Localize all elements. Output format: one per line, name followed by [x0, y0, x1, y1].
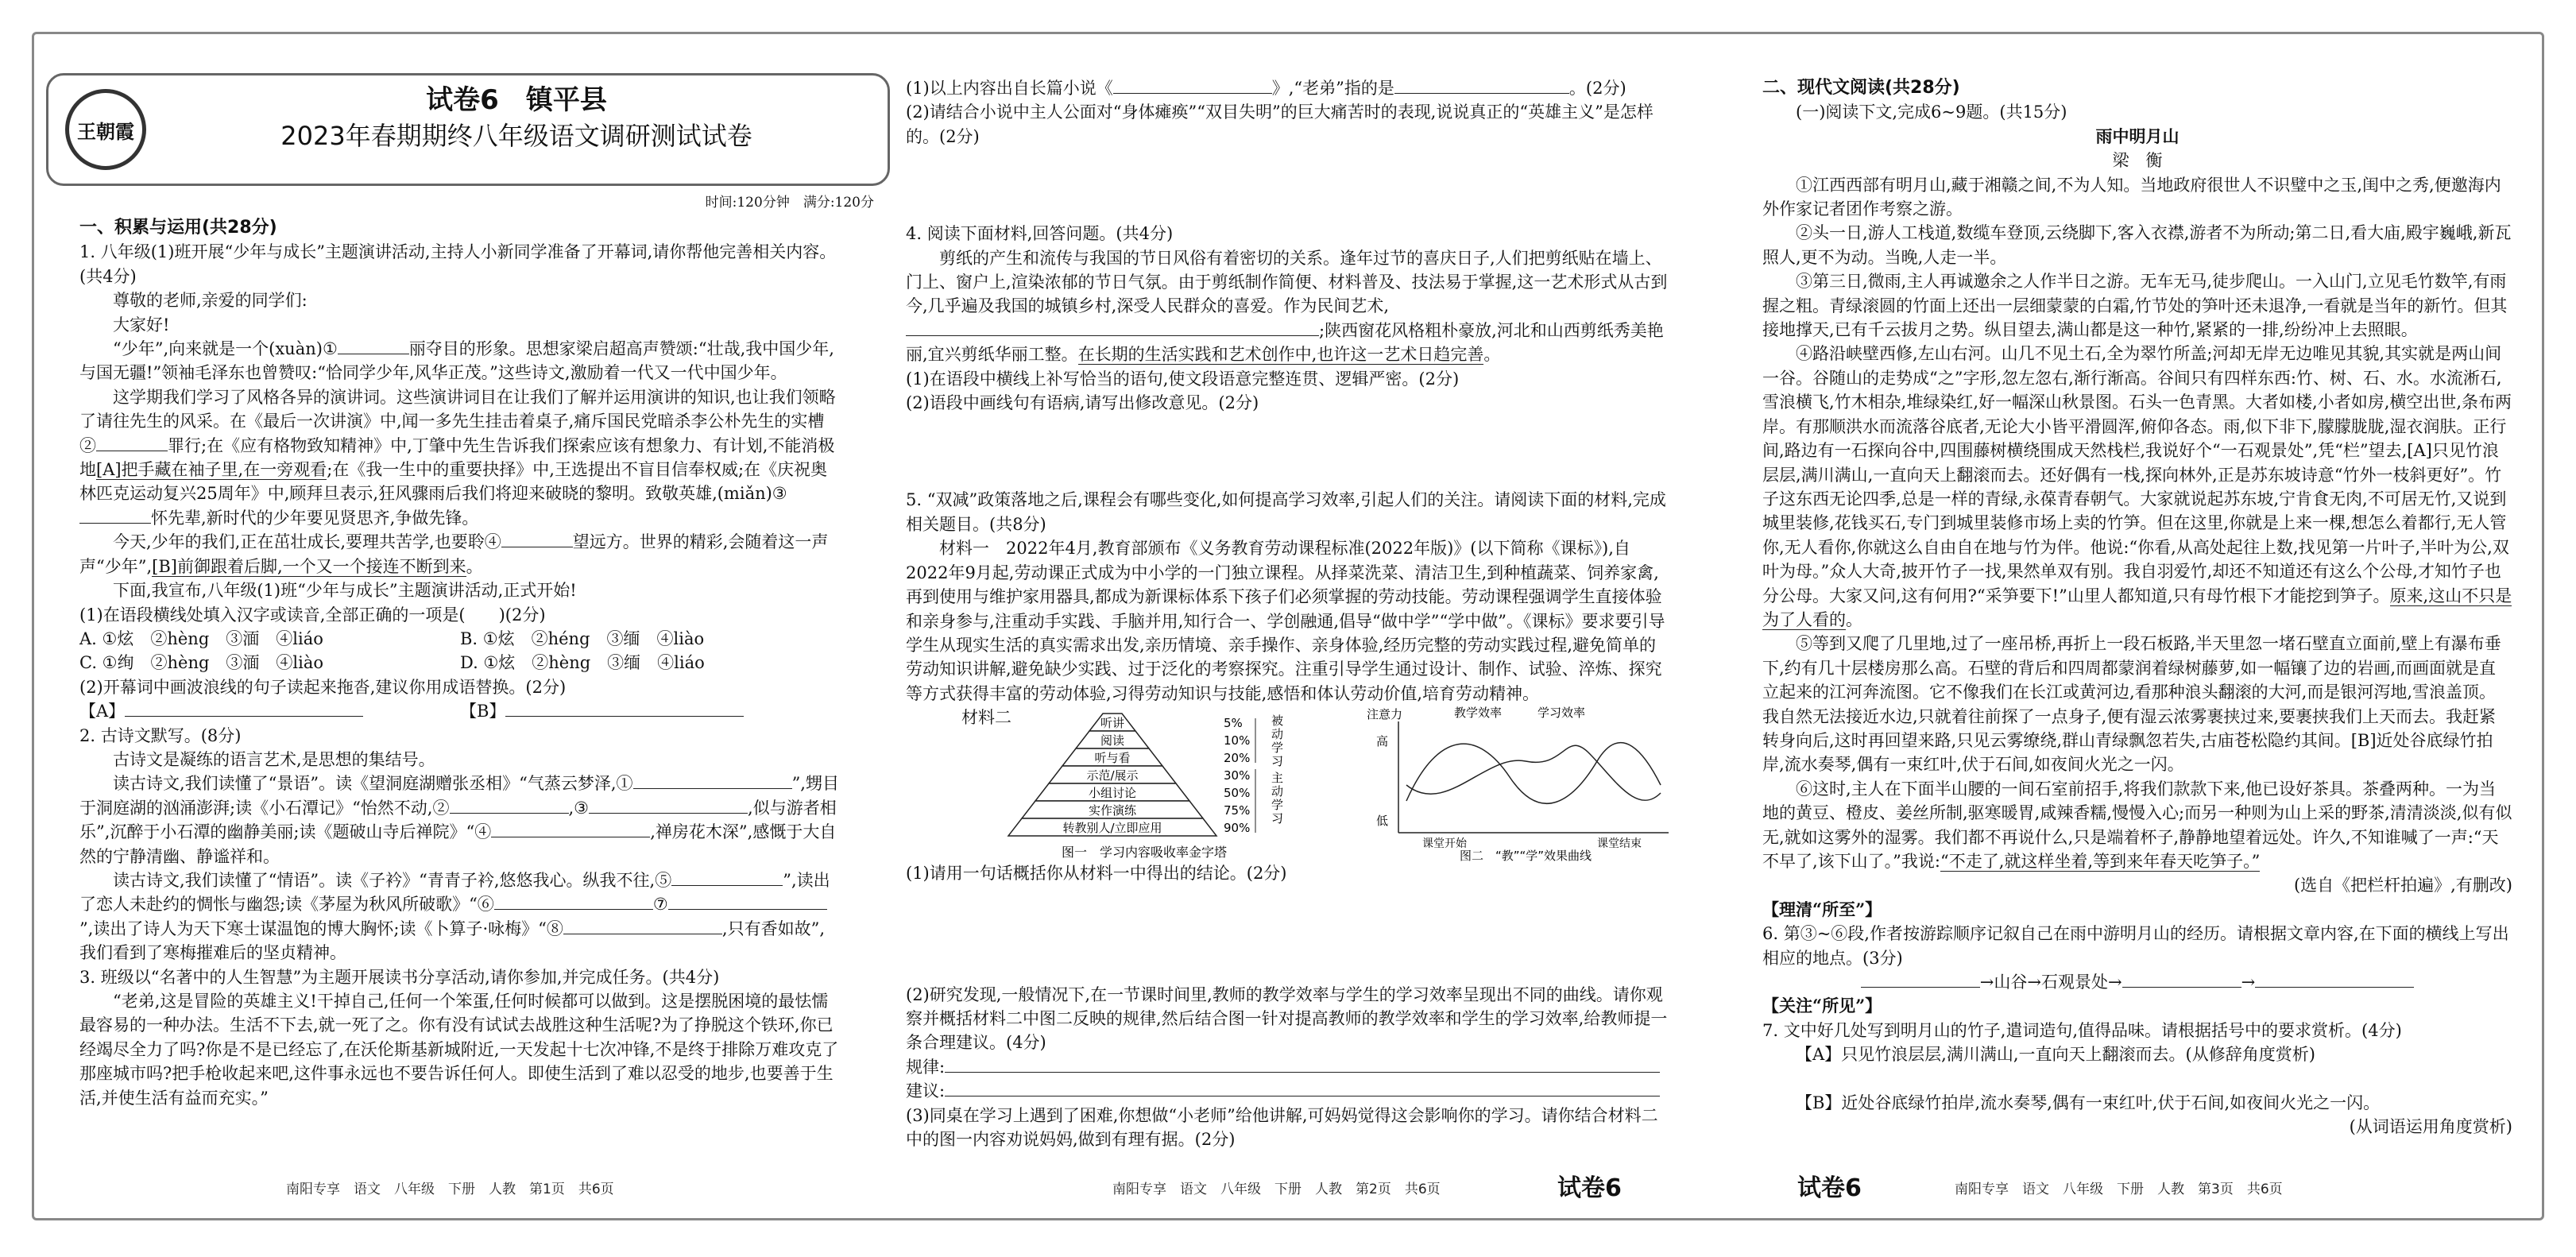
article-para-3: ③第三日,微雨,主人再诚邀余之人作半日之游。无车无马,徒步爬山。一入山门,立见毛竹数竿,有雨握之粗。青绿滚圆的竹面上还出一层细蒙蒙的白霜,竹节处的笋叶还未退净,一看就是当年的新竹。但其接地撑天,已有千云拔月之势。纵目望去,满山都是这一种竹,紧紧的一排,纷纷冲上去照眼。 [1762, 272, 2508, 340]
q4-underlined-sentence: 在长期的生活实践和艺术创作中,也许这一艺术日趋完善 [1077, 345, 1484, 365]
question-2: 2. 古诗文默写。(8分) [79, 725, 242, 745]
pyramid-category-label: 小组讨论 [1088, 786, 1137, 801]
sub-section-1: (一)阅读下文,完成6~9题。(共15分) [1796, 102, 2067, 122]
footer-page-2: 南阳专享 语文 八年级 下册 人教 第2页 共6页 [1112, 1182, 1441, 1197]
y-axis-label: 注意力 [1367, 707, 1403, 722]
tag-suozhi: 【理清“所至”】 [1762, 899, 1882, 919]
q4-passage: 剪纸的产生和流传与我国的节日风俗有着密切的关系。逢年过节的喜庆日子,人们把剪纸贴在墙上、门上、窗户上,渲染浓郁的节日气氛。由于剪纸制作简便、材料普及、技法易于掌握,这一艺术形式从古到今,几乎遍及我国的城镇乡村,深受人民群众的喜爱。作为民间艺术,;陕西窗花风格粗朴豪放,河北和山西剪纸秀美艳丽,宜兴剪纸华丽工整。在长期的生活实践和艺术创作中,也许这一艺术日趋完善。 [906, 248, 1668, 365]
pyramid-category-label: 听讲 [1100, 716, 1125, 731]
option-b[interactable]: B. ①炫 ②héng ③缅 ④liào [460, 628, 705, 648]
answer-space-q4[interactable] [906, 415, 1669, 488]
answer-space-q3[interactable] [906, 149, 1669, 222]
q1-options-row-1 [79, 627, 841, 651]
q1-para-4: 下面,我宣布,八年级(1)班“少年与成长”主题演讲活动,正式开始! [113, 581, 577, 601]
footer-page-1: 南阳专享 语文 八年级 下册 人教 第1页 共6页 [286, 1182, 614, 1197]
series-learning-label: 学习效率 [1537, 706, 1586, 721]
article-source: (选自《把栏杆拍遍》,有删改) [2293, 876, 2512, 895]
column-1 [79, 216, 841, 1110]
active-label: 主动学习 [1271, 771, 1284, 826]
paper-tag-right: 试卷6 [1557, 1174, 1622, 1202]
series-teaching-line [1406, 743, 1661, 804]
series-learning-line [1406, 745, 1661, 800]
article-para-2: ②头一日,游人工栈道,数缆车登顶,云绕脚下,客入衣襟,游者不为所动;第二日,看大庙,殿宇巍峨,新瓦照人,更不为动。当晚,人走一半。 [1762, 223, 2512, 267]
q5-sub-2: (2)研究发现,一般情况下,在一节课时间里,教师的教学效率与学生的学习效率呈现出不同的曲线。请你观察并概括材料二中图二反映的规律,然后结合图一针对提高教师的教学效率和学生的学习效率,给教师提一条合理建议。(4分) [906, 984, 1668, 1053]
q7-a: 【A】只见竹浪层层,满川满山,一直向天上翻滚而去。(从修辞角度赏析) [1796, 1045, 2315, 1065]
pyramid-category-label: 转教别人/立即应用 [1062, 821, 1162, 836]
column-2 [906, 76, 1669, 1151]
q5-rule-line: 规律: [906, 1055, 1669, 1079]
curve-title: 图二 “教”“学”效果曲线 [1459, 849, 1592, 862]
material-2-figures [906, 706, 1669, 861]
section-heading: 一、积累与运用(共28分) [79, 218, 277, 238]
time-info: 时间:120分钟 满分:120分 [705, 195, 874, 211]
blank-q2-7[interactable] [668, 909, 827, 910]
q3-passage: “老弟,这是冒险的英雄主义!干掉自己,任何一个笨蛋,任何时候都可以做到。这是摆脱困境的最怯懦最容易的一种办法。生活不下去,就一死了之。你有没有试试去战胜这种生活呢?为了挣脱这个铁环,你已经竭尽全力了吗?你是不是已经忘了,在沃伦斯基新城附近,一天发起十七次冲锋,不是终于排除万难攻克了那座城市吗?把手枪收起来吧,这件事永远也不要告诉任何人。即使生活到了难以忍受的地步,也要善于生活,并使生活有益而充实。” [79, 992, 839, 1108]
question-3: 3. 班级以“名著中的人生智慧”为主题开展读书分享活动,请你参加,并完成任务。(共4分) [79, 967, 720, 987]
passive-label: 被动学习 [1271, 714, 1284, 769]
q1-greeting: 尊敬的老师,亲爱的同学们: [113, 291, 307, 311]
y-tick-low: 低 [1376, 814, 1389, 829]
page-title: 试卷6 镇平县 [426, 84, 607, 116]
series-teaching-label: 教学效率 [1454, 706, 1503, 721]
teaching-curve-chart [1367, 706, 1684, 861]
column-3 [1762, 76, 2512, 1139]
q1-para-3: 今天,少年的我们,正在茁壮成长,要理共苦学,也要聆④ 望远方。世界的精彩,会随着这一声声“少年”,[B]前御跟着后脚,一个又一个接连不断到来。 [79, 532, 829, 576]
flow-field-1[interactable] [1861, 987, 1980, 988]
wavy-sentence-b: [B]前御跟着后脚,一个又一个接连不断到来 [152, 556, 466, 576]
article-author: 梁 衡 [2112, 151, 2163, 171]
q1-options-row-2 [79, 651, 841, 675]
pyramid-value-label: 20% [1224, 751, 1251, 766]
option-a[interactable]: A. ①炫 ②hèng ③湎 ④liáo [79, 628, 323, 648]
q4-sub-1: (1)在语段中横线上补写恰当的语句,使文段语意完整连贯、逻辑严密。(2分) [906, 369, 1460, 389]
q3-sub-1: (1)以上内容出自长篇小说《 》,“老弟”指的是 。(2分) [906, 79, 1626, 98]
q4-sub-2: (2)语段中画线句有语病,请写出修改意见。(2分) [906, 393, 1259, 413]
paper-tag-left: 试卷6 [1797, 1174, 1862, 1202]
footer-page-3: 南阳专享 语文 八年级 下册 人教 第3页 共6页 [1955, 1182, 2283, 1197]
wavy-sentence-a: [A]把手藏在袖子里,在一旁观看 [96, 460, 327, 480]
question-1: 1. 八年级(1)班开展“少年与成长”主题演讲活动,主持人小新同学准备了开幕词,请你帮他完善相关内容。(共4分) [79, 242, 837, 286]
pyramid-value-label: 30% [1224, 768, 1251, 783]
q2-intro: 古诗文是凝练的语言艺术,是思想的集结号。 [113, 749, 435, 769]
question-4: 4. 阅读下面材料,回答问题。(共4分) [906, 224, 1174, 244]
q6-flow: →山谷→石观景处→ → [1762, 970, 2512, 994]
x-tick-end: 课堂结束 [1597, 837, 1642, 851]
q2-para-2: 读古诗文,我们读懂了“情语”。读《子衿》“青青子衿,悠悠我心。纵我不往,⑤ ”,读出了恋人未赴约的惆怅与幽怨;读《茅屋为秋风所破歌》“⑥ ⑦”,读出了诗人为天下寒士谋温饱的博大胸怀;读《卜算子·咏梅》“⑧ ,只有香如故”,我们看到了寒梅摧难后的坚贞精神。 [79, 870, 830, 963]
q5-material-1: 材料一 2022年4月,教育部颁布《义务教育劳动课程标准(2022年版)》(以下简称《课标》),自2022年9月起,劳动课正式成为中小学的一门独立课程。从择菜洗菜、清洁卫生,到种植蔬菜、饲养家禽,再到使用与维护家用器具,都成为新课标体系下孩子们必须掌握的劳动技能。劳动课程强调学生直接体验和亲身参与,注重动手实践、手脑并用,知行合一、学创融通,倡导“做中学”“学中做”。《课标》要求要引导学生从现实生活的真实需求出发,亲历情境、亲手操作、亲身体验,经历完整的劳动实践过程,避免简单的劳动知识讲解,避免缺少实践、过于泛化的考察探究。注重引导学生通过设计、制作、试验、淬炼、探究等方式获得丰富的劳动体验,习得劳动知识与技能,感悟和体认劳动价值,培育劳动精神。 [906, 539, 1665, 703]
underlined-quote: “不走了,就这样坐着,等到来年春天吃笋子。” [1940, 852, 2261, 871]
pyramid-category-label: 示范/展示 [1086, 768, 1139, 783]
answer-space-q5-1[interactable] [906, 886, 1669, 983]
q3-sub-2: (2)请结合小说中主人公面对“身体瘫痪”“双目失明”的巨大痛苦时的表现,说说真正的“英雄主义”是怎样的。(2分) [906, 102, 1654, 146]
pyramid-value-label: 75% [1224, 803, 1251, 818]
pyramid-category-label: 阅读 [1100, 733, 1125, 748]
article-title: 雨中明月山 [2095, 126, 2180, 146]
article-para-5: ⑤等到又爬了几里地,过了一座吊桥,再折上一段石板路,半天里忽一堵石壁直立面前,壁上有瀑布垂下,约有几十层楼房那么高。石壁的背后和四周都蒙润着绿树藤萝,如一幅镶了边的岩画,而画面就是直立起来的江河奔流图。它不像我们在长江或黄河边,看那种浪头翻滚的大河,而是银河泻地,雪浪盖顶。我自然无法接近水边,只就着往前探了一点身子,便有湿云浓雾裹挟过来,要裹挟我们上天而去。我赶紧转身向后,这时再回望来路,只见云雾缭绕,群山青绿飘忽若失,古庙苍松隐约其间。[B]近处谷底绿竹拍岸,流水奏琴,偶有一束红叶,伏于石间,如夜间火光之一闪。 [1762, 634, 2501, 775]
page-subtitle: 2023年春期期终八年级语文调研测试试卷 [280, 121, 752, 151]
question-5: 5. “双减”政策落地之后,课程会有哪些变化,如何提高学习效率,引起人们的关注。请阅读下面的材料,完成相关题目。(共8分) [906, 490, 1666, 534]
q1-para-1: “少年”,向来就是一个(xuàn)① 丽夺目的形象。思想家梁启超高声赞颂:“壮哉,我中国少年,与国无疆!”领袖毛泽东也曾赞叹:“恰同学少年,风华正茂。”这些诗文,激励着一代又一代中国少年。 [79, 339, 834, 383]
q5-advice-line: 建议: [906, 1079, 1669, 1103]
pyramid-title: 图一 学习内容吸收率金字塔 [1061, 845, 1228, 861]
q1-hello: 大家好! [113, 315, 170, 335]
q5-sub-1: (1)请用一句话概括你从材料一中得出的结论。(2分) [906, 864, 1287, 884]
y-tick-high: 高 [1376, 734, 1389, 749]
q4-fill-field[interactable] [906, 335, 1319, 336]
underlined-sentence: 原来,这山不只是为了人看的 [1762, 586, 2512, 629]
question-7: 7. 文中好几处写到明月山的竹子,遣词造句,值得品味。请根据括号中的要求赏析。(4分) [1762, 1020, 2402, 1040]
laodi-field[interactable] [1394, 93, 1569, 94]
blank-q2-3[interactable] [589, 813, 748, 814]
material-2-label: 材料二 [961, 708, 1011, 728]
novel-title-field[interactable] [1113, 93, 1272, 94]
article-para-1: ①江西西部有明月山,藏于湘赣之间,不为人知。当地政府很世人不识璧中之玉,闺中之秀,便邀海内外作家记者团作考察之游。 [1762, 175, 2501, 219]
q1-sub-2: (2)开幕词中画波浪线的句子读起来拖沓,建议你用成语替换。(2分) [79, 677, 567, 697]
blank-q2-6[interactable] [494, 909, 653, 910]
pyramid-category-label: 实作演练 [1088, 803, 1137, 818]
article-para-6: ⑥这时,主人在下面半山腰的一间石室前招手,将我们款款下来,他已设好茶具。茶叠两种。一为当地的黄豆、橙皮、姜丝所制,驱寒暖胃,咸辣香糯,慢慢入心;而另一种则为山上采的野茶,清清淡淡,似有似无,就如这雾外的湿雾。我们都不再说什么,只是端着杯子,静静地望着远处。许久,不知谁喊了一声:“天不早了,该下山了。”我说:“不走了,就这样坐着,等到来年春天吃笋子。” [1762, 779, 2512, 871]
q5-sub-3: (3)同桌在学习上遇到了困难,你想做“小老师”给他讲解,可妈妈觉得这会影响你的学习。请你结合材料二中的图一内容劝说妈妈,做到有理有据。(2分) [906, 1105, 1658, 1149]
blank-q2-1[interactable] [633, 788, 792, 789]
option-d[interactable]: D. ①炫 ②hèng ③缅 ④liáo [460, 653, 705, 673]
question-6: 6. 第③~⑥段,作者按游踪顺序记叙自己在雨中游明月山的经历。请根据文章内容,在下面的横线上写出相应的地点。(3分) [1762, 924, 2509, 968]
q7-b-hint: (从词语运用角度赏析) [2349, 1117, 2512, 1137]
logo-text: 王朝霞 [77, 119, 134, 143]
flow-field-2[interactable] [2122, 987, 2241, 988]
flow-field-3[interactable] [2255, 987, 2414, 988]
q1-answer-row: 【A】 【B】 [79, 699, 841, 723]
sentence-a: [A]只见竹浪层层,满川满山,一直向天上翻滚而去 [1762, 441, 2499, 485]
pyramid-value-label: 5% [1224, 716, 1243, 731]
logo [65, 89, 146, 170]
pyramid-category-label: 听与看 [1094, 751, 1131, 766]
blank-3[interactable] [79, 523, 151, 524]
answer-a-field[interactable] [125, 716, 363, 717]
answer-b-field[interactable] [505, 716, 744, 717]
blank-q2-5[interactable] [671, 885, 783, 886]
q7-b: 【B】近处谷底绿竹拍岸,流水奏琴,偶有一束红叶,伏于石间,如夜间火光之一闪。 [1796, 1093, 2381, 1112]
article-para-4: ④路沿峡壁西修,左山右河。山几不见土石,全为翠竹所盖;河却无岸无边唯见其貌,其实就是两山间一谷。谷随山的走势成“之”字形,忽左忽右,渐行渐高。谷间只有四样东西:竹、树、石、水。水流淅石,雪浪横飞,竹木相杂,堆绿染红,好一幅深山秋景图。石头一色青黑。大者如楼,小者如房,横空出世,条布两岸。有那顺洪水而流落谷底者,无论大小皆平滑圆浑,俯仰各态。雨,似下非下,朦朦胧胧,湿衣润肤。正行间,路边有一石探向谷中,四围藤树横绕围成天然栈栏,我说好个“一石观景处”,凭“栏”望去,[A]只见竹浪层层,满川满山,一直向天上翻滚而去。还好偶有一栈,探向林外,正是苏东坡诗意“竹外一枝斜更好”。竹子这东西无论四季,总是一样的青绿,永葆青春朝气。大家就说起苏东坡,宁肯食无肉,不可居无竹,又说到城里装修,花钱买石,专门到城里装修市场上卖的竹笋。但在这里,你就是上来一棵,想怎么着都行,无人管你,无人看你,你就这么自由自在地与竹为伴。他说:“你看,从高处起往上数,找见第一片叶子,半叶为公,双叶为母。”众人大奇,披开竹子一找,果然单双有别。我自羽爱竹,却还不知道还有这么个公母,才知竹子也分公母。大家又问,这有何用?“采笋要下!”山里人都知道,只有母竹根下才能挖到笋子。原来,这山不只是为了人看的。 [1762, 344, 2512, 629]
pyramid-value-label: 90% [1224, 821, 1251, 836]
sentence-b: [B]近处谷底绿竹拍岸,流水奏琴,偶有一束红叶,伏于石间,如夜间火光之一闪。 [1762, 730, 2493, 775]
q1-sub-1: (1)在语段横线处填入汉字或读音,全部正确的一项是( )(2分) [79, 605, 546, 625]
rule-field[interactable] [945, 1072, 1660, 1073]
option-c[interactable]: C. ①绚 ②hèng ③湎 ④liào [79, 653, 324, 673]
answer-space-q7a[interactable] [1762, 1067, 2512, 1091]
blank-q2-2[interactable] [450, 813, 569, 814]
section-heading-2: 二、现代文阅读(共28分) [1762, 78, 1960, 98]
tag-suojian: 【关注“所见”】 [1762, 996, 1882, 1016]
x-tick-start: 课堂开始 [1422, 837, 1467, 851]
pyramid-value-label: 50% [1224, 786, 1251, 801]
pyramid-value-label: 10% [1224, 733, 1251, 748]
pyramid-chart [1001, 706, 1375, 861]
q1-para-2: 这学期我们学习了风格各异的演讲词。这些演讲词目在让我们了解并运用演讲的知识,也让我们领略了请往先生的风采。在《最后一次讲演》中,闻一多先生挂击着桌子,痛斥国民党暗杀李公朴先生的实槽② 罪行;在《应有格物致知精神》中,丁肇中先生告诉我们探索应该有想象力、有计划,不能消极地[A]把手藏在袖子里,在一旁观看;在《我一生中的重要抉择》中,王选提出不盲目信奉权威;在《庆祝奥林匹克运动复兴25周年》中,顾拜旦表示,狂风骤雨后我们将迎来破晓的黎明。致敬英雄,(miǎn)③怀先辈,新时代的少年要见贤思齐,争做先锋。 [79, 387, 836, 528]
q2-para-1: 读古诗文,我们读懂了“景语”。读《望洞庭湖赠张丞相》“气蒸云梦泽,① ”,甥目于洞庭湖的汹涌澎湃;读《小石潭记》“怡然不动,② ,③ ,似与游者相乐”,沉醉于小石潭的幽静美丽;读《题破山寺后禅院》“④ ,禅房花木深”,感慨于大自然的宁静清幽、静谧祥和。 [79, 774, 839, 866]
